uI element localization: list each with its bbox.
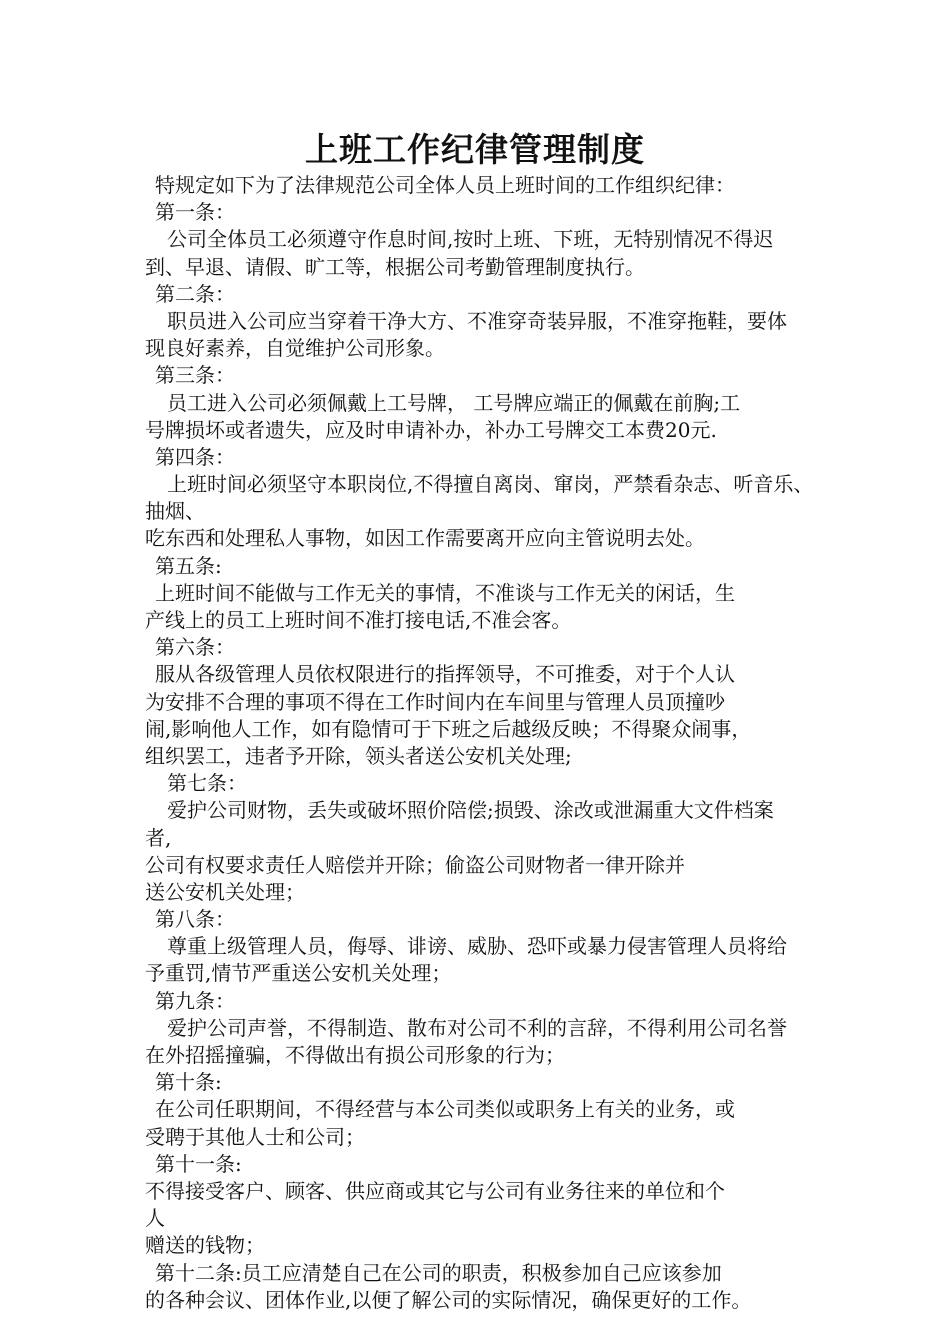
article-text: 受聘于其他人士和公司； [145,1124,365,1149]
article-text: 员工进入公司必须佩戴上工号牌， 工号牌应端正的佩戴在前胸;工 [167,390,741,415]
article-text: 吃东西和处理私人事物，如因工作需要离开应向主管说明去处。 [145,526,705,551]
article-heading: 第十条: [155,1070,222,1095]
article-text: 在外招摇撞骗，不得做出有损公司形象的行为； [145,1043,565,1067]
article-text: 上班时间必须坚守本职岗位,不得擅自离岗、窜岗，严禁看杂志、听音乐、 [167,472,814,497]
article-text: 闹,影响他人工作，如有隐情可于下班之后越级反映；不得聚众闹事， [145,716,752,741]
document-body [145,172,825,1314]
article-text: 在公司任职期间，不得经营与本公司类似或职务上有关的业务，或 [155,1097,735,1122]
article-heading: 第一条： [155,200,235,225]
article-heading: 第三条： [155,363,235,388]
article-text: 的各种会议、团体作业,以便了解公司的实际情况，确保更好的工作。 [145,1287,752,1312]
intro-line: 特规定如下为了法律规范公司全体人员上班时间的工作组织纪律： [155,173,735,197]
article-text: 人 [145,1206,165,1231]
article-text: 不得接受客户、顾客、供应商或其它与公司有业务往来的单位和个 [145,1178,725,1203]
article-heading: 第九条： [155,988,235,1013]
article-text: 抽烟、 [145,499,205,524]
article-heading: 第七条： [167,771,247,796]
article-text: 服从各级管理人员依权限进行的指挥领导，不可推委，对于个人认 [155,662,735,687]
article-text: 号牌损坏或者遗失，应及时申请补办，补办工号牌交工本费20元. [145,417,717,442]
article-heading: 第五条: [155,553,222,578]
article-heading: 第十一条: [155,1151,242,1176]
article-text: 上班时间不能做与工作无关的事情，不准谈与工作无关的闲话，生 [155,580,735,605]
article-text: 爱护公司财物，丢失或破坏照价陪偿;损毁、涂改或泄漏重大文件档案 [167,798,774,823]
article-heading: 第六条： [155,635,235,660]
article-text: 者, [145,825,172,850]
article-text: 组织罢工，违者予开除，领头者送公安机关处理; [145,743,572,768]
article-text: 现良好素养，自觉维护公司形象。 [145,336,445,361]
article-text: 公司全体员工必须遵守作息时间,按时上班、下班，无特别情况不得迟 [167,227,774,252]
article-heading: 第二条： [155,281,235,306]
document-title: 上班工作纪律管理制度 [305,130,645,169]
article-text: 为安排不合理的事项不得在工作时间内在车间里与管理人员顶撞吵 [145,689,725,714]
article-text: 赠送的钱物； [145,1233,265,1258]
article-heading: 第四条： [155,444,235,469]
article-text: 产线上的员工上班时间不准打接电话,不准会客。 [145,608,572,632]
article-text: 送公安机关处理； [145,879,305,904]
article-text: 公司有权要求责任人赔偿并开除；偷盗公司财物者一律开除并 [145,852,685,877]
article-text: 职员进入公司应当穿着干净大方、不准穿奇装异服，不准穿拖鞋，要体 [167,308,787,333]
article-text: 予重罚,情节严重送公安机关处理； [145,961,452,986]
article-heading: 第十二条:员工应清楚自己在公司的职责，积极参加自己应该参加 [155,1260,722,1285]
article-text: 到、早退、请假、旷工等，根据公司考勤管理制度执行。 [145,254,645,279]
article-text: 尊重上级管理人员，侮辱、诽谤、威胁、恐吓或暴力侵害管理人员将给 [167,934,787,959]
article-text: 爱护公司声誉，不得制造、散布对公司不利的言辞，不得利用公司名誉 [167,1015,787,1040]
article-heading: 第八条： [155,907,235,932]
